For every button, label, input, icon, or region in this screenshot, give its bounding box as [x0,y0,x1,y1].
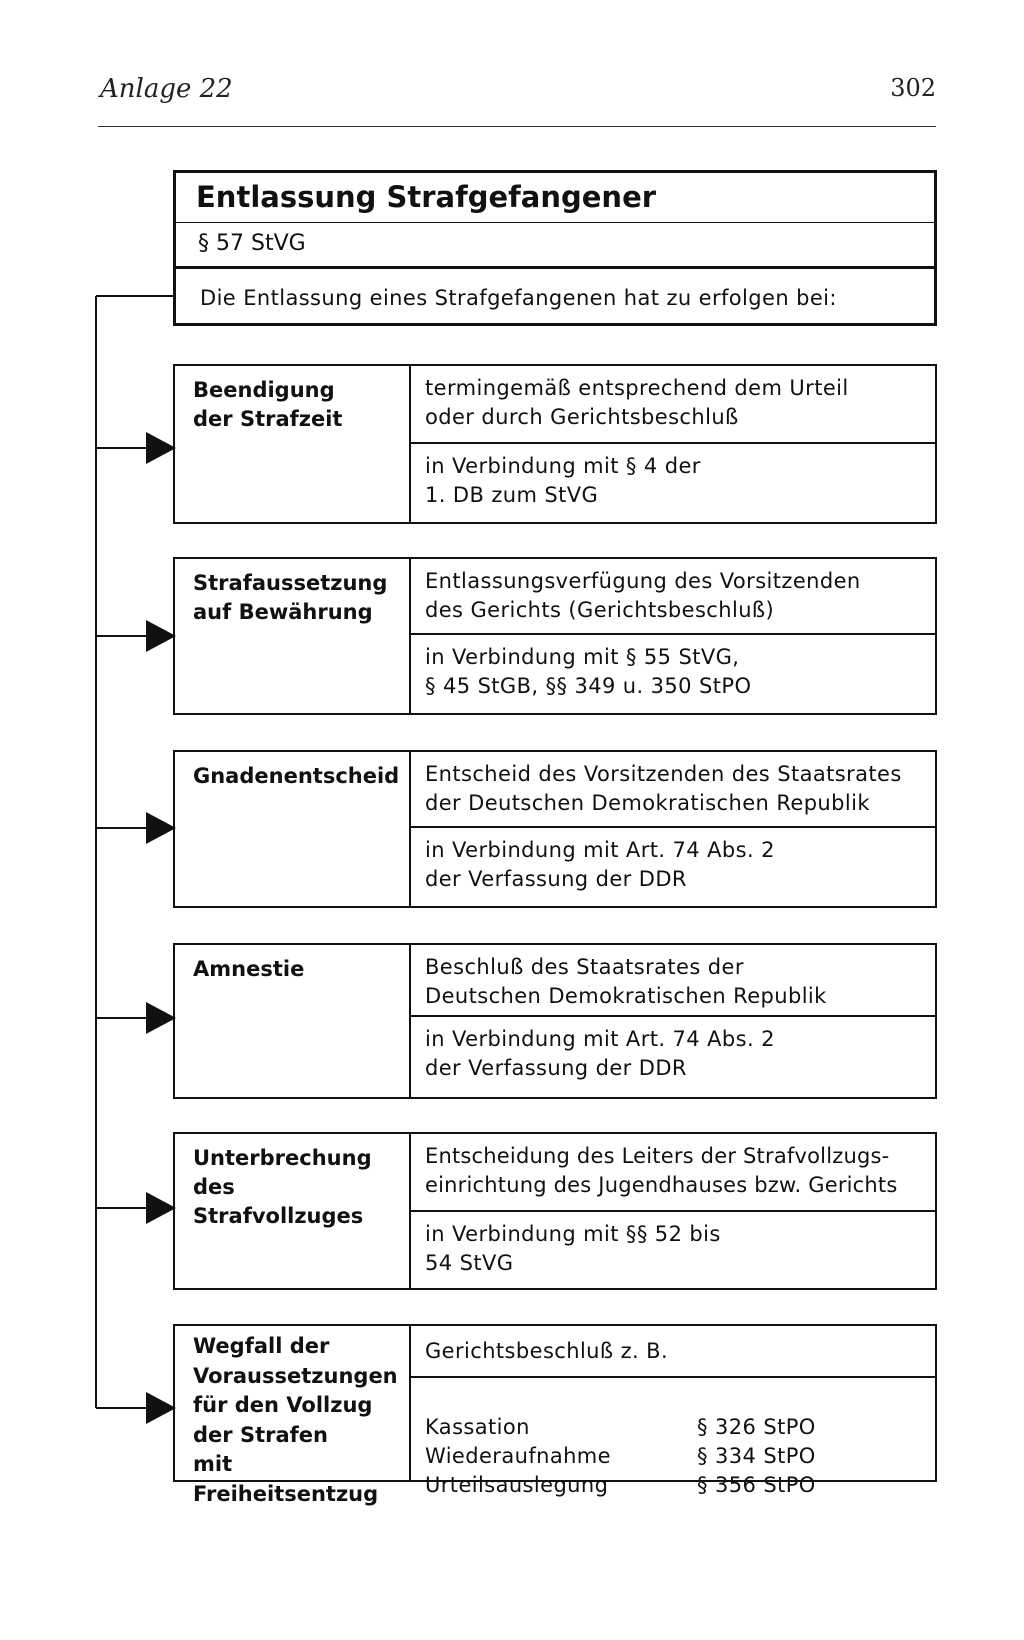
ref-law: § 326 StPO [697,1415,816,1439]
case-box-strafzeit [173,364,937,524]
case-box-unterbrechung [173,1132,937,1290]
case-details [411,1134,935,1288]
case-decision: Beschluß des Staatsrates der Deutschen Demokratischen Republik [411,945,935,1017]
case-details [411,366,935,522]
case-decision: Gerichtsbeschluß z. B. [411,1326,935,1378]
ref-name: Wiederaufnahme [425,1444,611,1468]
case-decision: Entscheid des Vorsitzenden des Staatsrates der Deutschen Demokratischen Republik [411,752,935,828]
ref-name: Urteilsauslegung [425,1473,609,1497]
table-row [425,1471,816,1500]
case-box-gnadenentscheid [173,750,937,908]
case-label: Beendigung der Strafzeit [175,366,411,522]
arrow-icon [146,1392,176,1424]
page-header-title: Anlage 22 [100,74,233,104]
legal-reference: § 57 StVG [176,223,934,269]
case-label: Amnestie [175,945,411,1097]
case-decision: Entlassungsverfügung des Vorsitzenden des Gerichts (Gerichtsbeschluß) [411,559,935,635]
case-box-wegfall [173,1324,937,1506]
case-box-bewaehrung [173,557,937,715]
table-row [425,1442,816,1471]
case-label: Gnadenentscheid [175,752,411,906]
case-legal-basis: in Verbindung mit Art. 74 Abs. 2 der Verfassung der DDR [425,1027,775,1080]
case-decision: Entscheidung des Leiters der Strafvollzugs- einrichtung des Jugendhauses bzw. Gerichts [411,1134,935,1212]
case-label: Strafaussetzung auf Bewährung [175,559,411,713]
page-number: 302 [890,74,936,102]
case-details [411,752,935,906]
case-legal-basis [411,1378,935,1497]
ref-law: § 334 StPO [697,1444,816,1468]
case-legal-basis: in Verbindung mit §§ 52 bis 54 StVG [425,1222,721,1275]
case-box-amnestie [173,943,937,1099]
table-row [425,1413,816,1442]
header-rule [98,126,936,127]
case-details [411,945,935,1097]
case-label: Wegfall der Voraussetzungen für den Vollzug der Strafen mit Freiheitsentzug [175,1326,411,1480]
title-box [173,170,937,326]
arrow-icon [146,1192,176,1224]
case-label: Unterbrechung des Strafvollzuges [175,1134,411,1288]
intro-text: Die Entlassung eines Strafgefangenen hat zu erfolgen bei: [200,286,837,310]
arrow-icon [146,432,176,464]
legal-refs-table [425,1413,816,1500]
case-details [411,1326,935,1497]
diagram-title: Entlassung Strafgefangener [176,173,934,223]
ref-name: Kassation [425,1415,530,1439]
case-legal-basis: in Verbindung mit § 4 der 1. DB zum StVG [425,454,701,507]
arrow-icon [146,1002,176,1034]
case-legal-basis: in Verbindung mit Art. 74 Abs. 2 der Verfassung der DDR [425,838,775,891]
case-details [411,559,935,713]
arrow-icon [146,812,176,844]
arrow-icon [146,620,176,652]
case-legal-basis: in Verbindung mit § 55 StVG, § 45 StGB, §§ 349 u. 350 StPO [425,645,752,698]
case-decision: termingemäß entsprechend dem Urteil oder durch Gerichtsbeschluß [411,366,935,444]
ref-law: § 356 StPO [697,1473,816,1497]
